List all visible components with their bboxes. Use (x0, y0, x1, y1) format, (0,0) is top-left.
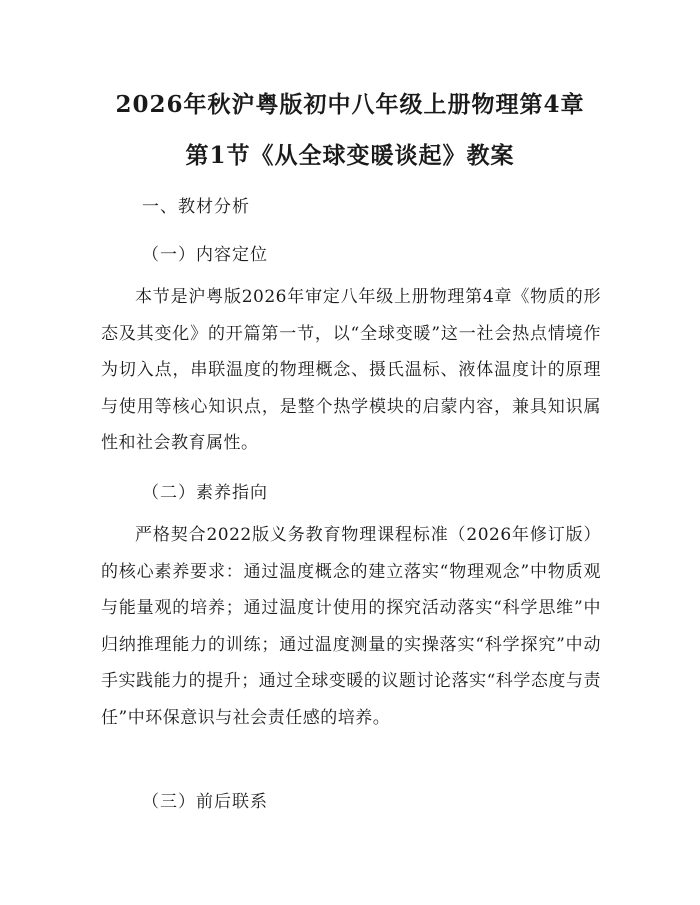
document-title-line-1: 2026年秋沪粤版初中八年级上册物理第4章 (115, 91, 585, 118)
paragraph-literacy-orientation: 严格契合2022版义务教育物理课程标准（2026年修订版）的核心素养要求：通过温度概念的建立落实“物理观念”中物质观与能量观的培养；通过温度计使用的探究活动落实“科学思维”中归纳推理能力的训练；通过温度测量的实操落实“科学探究”中动手实践能力的提升；通过全球变暖的议题讨论落实“科学态度与责任”中环保意识与社会责任感的培养。 (101, 525, 601, 728)
document-title-line-2: 第1节《从全球变暖谈起》教案 (185, 142, 515, 169)
subsection-heading-content-positioning: （一）内容定位 (142, 245, 268, 265)
paragraph-content-positioning: 本节是沪粤版2026年审定八年级上册物理第4章《物质的形态及其变化》的开篇第一节，以“全球变暖”这一社会热点情境作为切入点，串联温度的物理概念、摄氏温标、液体温度计的原理与使用等核心知识点，是整个热学模块的启蒙内容，兼具知识属性和社会教育属性。 (101, 287, 601, 453)
section-heading-textbook-analysis: 一、教材分析 (142, 197, 250, 217)
subsection-heading-literacy-orientation: （二）素养指向 (142, 483, 268, 503)
subsection-heading-connections: （三）前后联系 (142, 792, 268, 812)
